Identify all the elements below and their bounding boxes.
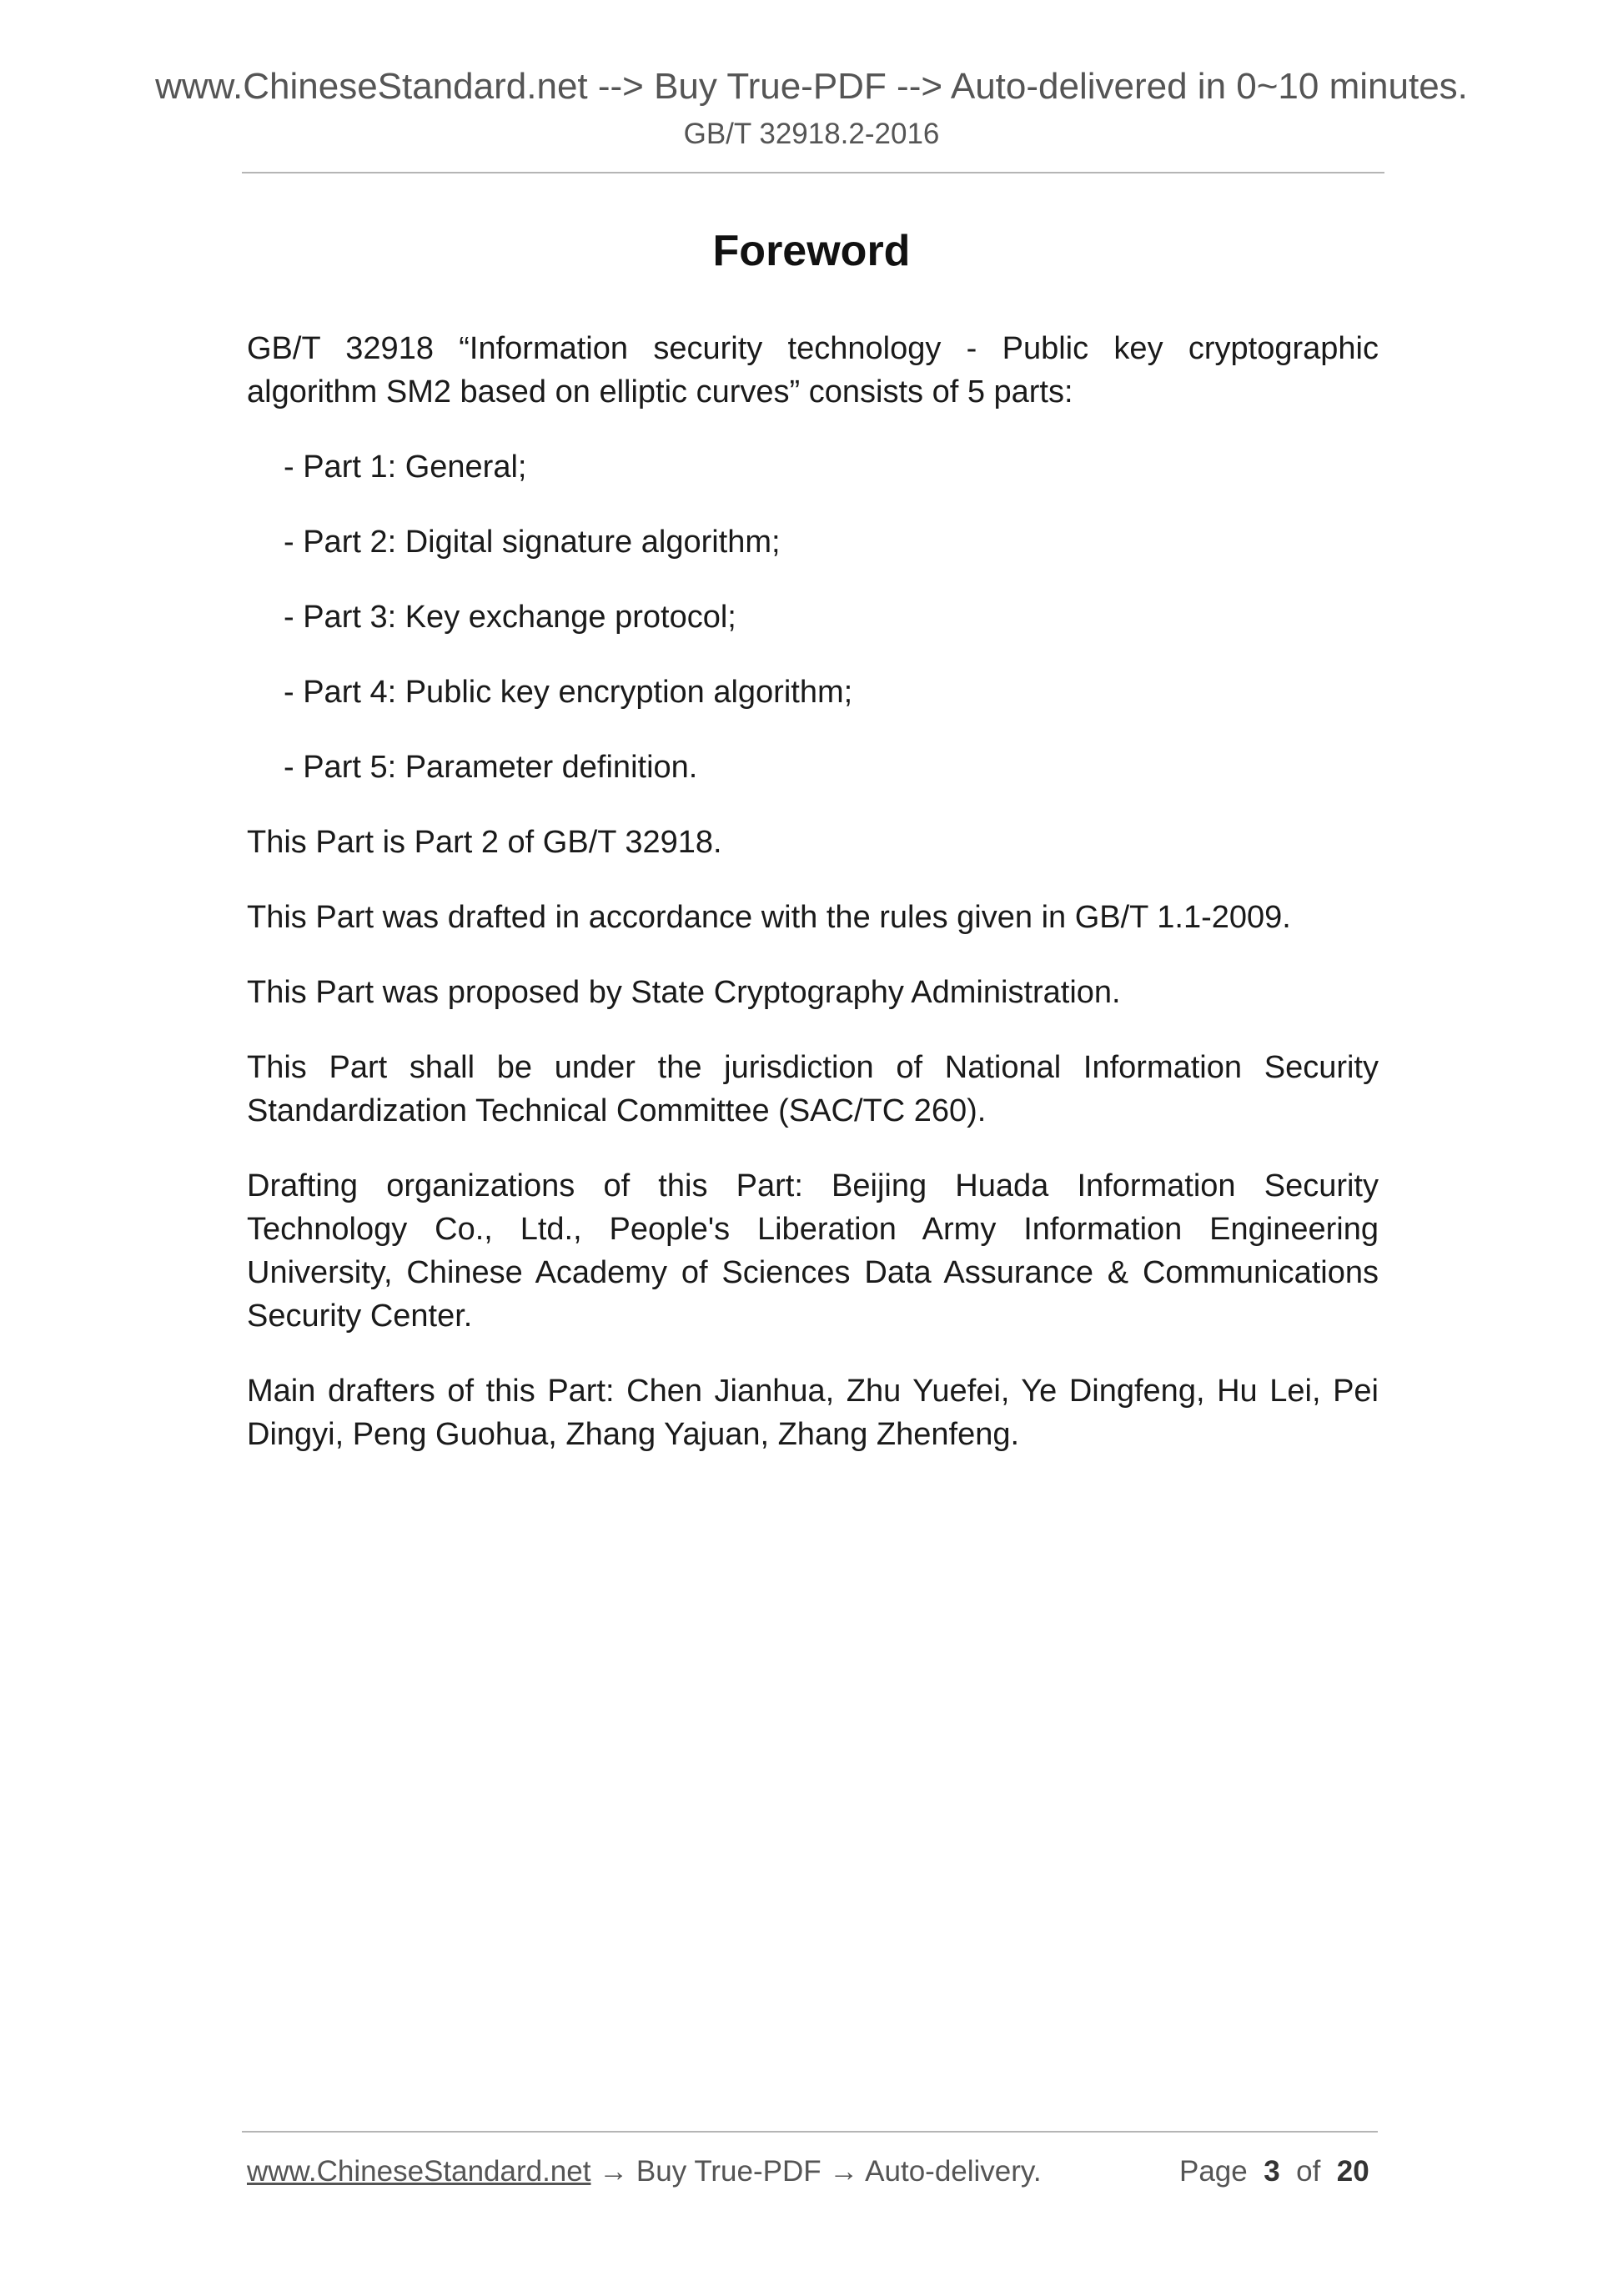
part-list-item: - Part 5: Parameter definition. xyxy=(284,750,698,785)
paragraph-drafting-organizations: Drafting organizations of this Part: Beijing Huada Information Security Technology Co., Ltd., People's Liberation Army Information Engineering University, Chinese Academy of Sciences Data Assurance & Communications Security Center. xyxy=(247,1168,1379,1334)
part-list-item: - Part 2: Digital signature algorithm; xyxy=(284,525,781,560)
paragraph-part-number: This Part is Part 2 of GB/T 32918. xyxy=(247,825,722,860)
total-pages: 20 xyxy=(1336,2155,1369,2188)
header-banner: www.ChineseStandard.net --> Buy True-PDF --> Auto-delivered in 0~10 minutes. xyxy=(155,66,1468,107)
page-indicator xyxy=(1179,2153,1369,2190)
standard-code: GB/T 32918.2-2016 xyxy=(683,118,940,150)
page-label: Page xyxy=(1179,2155,1248,2188)
footer-site-link[interactable]: www.ChineseStandard.net xyxy=(247,2155,591,2188)
paragraph-main-drafters: Main drafters of this Part: Chen Jianhua, Zhu Yuefei, Ye Dingfeng, Hu Lei, Pei Dingyi, Peng Guohua, Zhang Yajuan, Zhang Zhenfeng. xyxy=(247,1374,1379,1452)
footer-divider xyxy=(242,2131,1378,2133)
paragraph-jurisdiction: This Part shall be under the jurisdiction of National Information Security Standardization Technical Committee (SAC/TC 260). xyxy=(247,1050,1379,1128)
part-list-item: - Part 1: General; xyxy=(284,450,527,485)
page-number: 3 xyxy=(1264,2155,1280,2188)
foreword-body xyxy=(247,327,1379,1456)
paragraph-proposer: This Part was proposed by State Cryptography Administration. xyxy=(247,975,1121,1010)
paragraph-drafting-rules: This Part was drafted in accordance with the rules given in GB/T 1.1-2009. xyxy=(247,900,1291,935)
page-title: Foreword xyxy=(712,227,911,275)
footer-tagline-text: → Buy True-PDF → Auto-delivery. xyxy=(590,2155,1042,2188)
of-label: of xyxy=(1296,2155,1321,2188)
part-list-item: - Part 4: Public key encryption algorithm; xyxy=(284,675,853,710)
intro-paragraph: GB/T 32918 “Information security technology - Public key cryptographic algorithm SM2 based on elliptic curves” consists of 5 parts: xyxy=(247,331,1379,409)
part-list-item: - Part 3: Key exchange protocol; xyxy=(284,600,736,635)
footer-tagline xyxy=(247,2153,1042,2190)
header-divider xyxy=(242,172,1384,173)
